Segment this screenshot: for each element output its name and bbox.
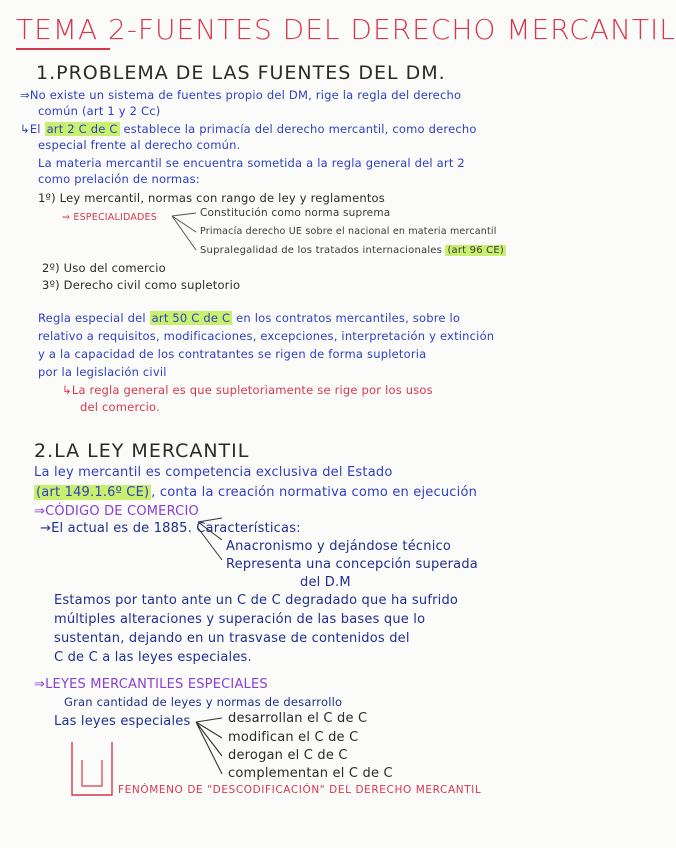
leyes-item: desarrollan el C de C bbox=[228, 711, 368, 726]
s2-p2-line3: sustentan, dejando en un trasvase de contenidos del bbox=[54, 631, 410, 646]
s1-p4-line1 bbox=[38, 313, 460, 325]
s1-p3-line2: como prelación de normas: bbox=[38, 172, 200, 186]
esp2: Primacía derecho UE sobre el nacional en materia mercantil bbox=[200, 226, 497, 237]
s1-p4-post: en los contratos mercantiles, sobre lo bbox=[232, 311, 461, 325]
s1-p4-line3: y a la capacidad de los contratantes se rigen de forma supletoria bbox=[38, 347, 427, 361]
section1-heading: 1.PROBLEMA DE LAS FUENTES DEL DM. bbox=[36, 62, 446, 84]
esp3 bbox=[200, 246, 506, 256]
s2-p2-line4: C de C a las leyes especiales. bbox=[54, 650, 252, 665]
s1-p4-line4: por la legislación civil bbox=[38, 365, 167, 379]
leyes-item: modifican el C de C bbox=[228, 730, 359, 745]
highlight-art96: (art 96 CE) bbox=[447, 245, 504, 256]
esp1: Constitución como norma suprema bbox=[200, 207, 391, 219]
caracteristicas-label: Características: bbox=[196, 521, 301, 536]
s2-p2-line1: Estamos por tanto ante un C de C degradado que ha sufrido bbox=[54, 593, 459, 608]
s1-p3-line1: La materia mercantil se encuentra sometida a la regla general del art 2 bbox=[38, 156, 465, 170]
s2-actual bbox=[40, 522, 301, 535]
highlight-art149: (art 149.1.6º CE) bbox=[36, 485, 150, 500]
s1-p4-pre: Regla especial del bbox=[38, 311, 150, 325]
s1-p4-line2: relativo a requisitos, modificaciones, excepciones, interpretación y extinción bbox=[38, 329, 495, 343]
leyes-sub: Gran cantidad de leyes y normas de desarrollo bbox=[64, 695, 343, 709]
car2-line1: Representa una concepción superada bbox=[226, 557, 478, 572]
esp3-text: Supralegalidad de los tratados internacionales bbox=[200, 245, 446, 256]
s1-note-line2: del comercio. bbox=[80, 400, 160, 414]
fenomeno-descodificacion: FENÓMENO DE "DESCODIFICACIÓN" DEL DERECHO MERCANTIL bbox=[118, 784, 482, 796]
section2-heading: 2.LA LEY MERCANTIL bbox=[34, 440, 250, 462]
s1-p2-line2: especial frente al derecho común. bbox=[38, 138, 241, 152]
s1-p2-pre: ↳El bbox=[20, 122, 45, 136]
page-title: TEMA 2-FUENTES DEL DERECHO MERCANTIL bbox=[16, 13, 676, 46]
especialidades-label: ⇒ ESPECIALIDADES bbox=[62, 212, 157, 223]
leyes-item: derogan el C de C bbox=[228, 748, 348, 763]
highlight-art2: art 2 C de C bbox=[46, 122, 118, 136]
leyes-label: Las leyes especiales bbox=[54, 714, 191, 729]
s2-p2-line2: múltiples alteraciones y superación de las bases que lo bbox=[54, 612, 426, 627]
s2-p1-post: , conta la creación normativa como en ejecución bbox=[151, 485, 478, 500]
s2-actual-pre: →El actual es de 1885. bbox=[40, 521, 197, 536]
s1-p1-line2: común (art 1 y 2 Cc) bbox=[38, 104, 161, 118]
car2-line2: del D.M bbox=[300, 575, 351, 590]
s1-p2-post: establece la primacía del derecho mercantil, como derecho bbox=[119, 122, 477, 136]
s1-item1: 1º) Ley mercantil, normas con rango de ley y reglamentos bbox=[38, 191, 385, 205]
leyes-heading: ⇒LEYES MERCANTILES ESPECIALES bbox=[34, 677, 268, 692]
s2-p1-line2 bbox=[34, 486, 477, 499]
leyes-item: complementan el C de C bbox=[228, 766, 393, 781]
highlight-art50: art 50 C de C bbox=[151, 311, 231, 325]
s1-item2: 2º) Uso del comercio bbox=[42, 261, 166, 275]
codigo-heading: ⇒CÓDIGO DE COMERCIO bbox=[34, 504, 199, 519]
car1: Anacronismo y dejándose técnico bbox=[226, 539, 452, 554]
s1-p1-line1: ⇒No existe un sistema de fuentes propio del DM, rige la regla del derecho bbox=[20, 88, 462, 102]
s2-p1-line1: La ley mercantil es competencia exclusiva del Estado bbox=[34, 465, 393, 480]
s1-item3: 3º) Derecho civil como supletorio bbox=[42, 278, 241, 292]
s1-note-line1: ↳La regla general es que supletoriamente se rige por los usos bbox=[62, 383, 433, 397]
